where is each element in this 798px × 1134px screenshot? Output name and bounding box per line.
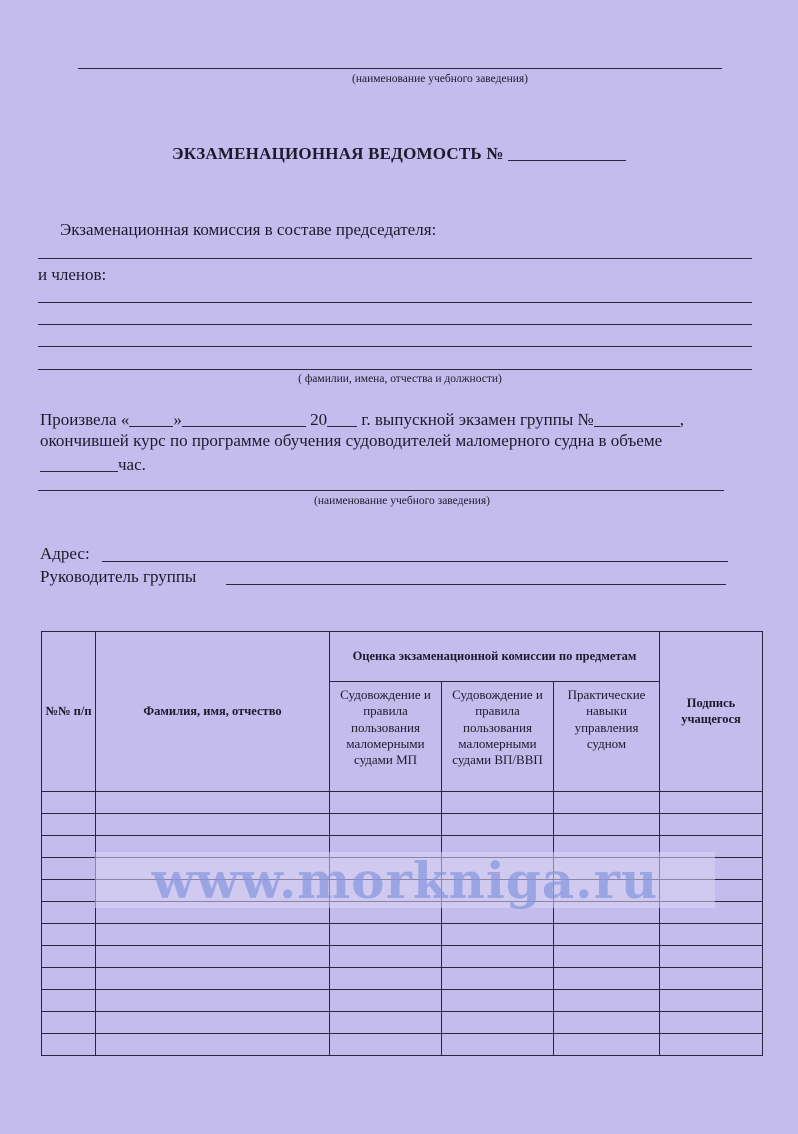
members-label: и членов: xyxy=(38,265,107,284)
subject-header: Судовождение и правила пользования маломерными судами ВП/ВВП xyxy=(442,682,554,792)
table-cell[interactable] xyxy=(42,1034,96,1056)
col-grades-header: Оценка экзаменационной комиссии по предметам xyxy=(330,632,660,682)
table-cell[interactable] xyxy=(96,946,330,968)
subject-header: Практические навыки управления судном xyxy=(554,682,660,792)
member-line xyxy=(38,346,752,347)
institution-caption-bottom: (наименование учебного заведения) xyxy=(314,495,490,507)
table-cell[interactable] xyxy=(554,1034,660,1056)
table-cell[interactable] xyxy=(42,946,96,968)
commission-intro: Экзаменационная комиссия в составе председателя: xyxy=(60,220,437,239)
table-cell[interactable] xyxy=(330,990,442,1012)
table-cell[interactable] xyxy=(660,968,763,990)
subject-header: Судовождение и правила пользования маломерными судами МП xyxy=(330,682,442,792)
chairman-line xyxy=(38,258,752,259)
day-blank xyxy=(129,409,173,427)
member-line xyxy=(38,302,752,303)
conducted-text: г. выпускной экзамен группы № xyxy=(361,410,594,429)
table-cell[interactable] xyxy=(42,990,96,1012)
table-row xyxy=(42,924,763,946)
table-row xyxy=(42,814,763,836)
table-cell[interactable] xyxy=(42,880,96,902)
table-cell[interactable] xyxy=(660,814,763,836)
table-cell[interactable] xyxy=(442,1034,554,1056)
table-row xyxy=(42,1034,763,1056)
col-signature-header: Подпись учащегося xyxy=(660,632,763,792)
table-cell[interactable] xyxy=(42,1012,96,1034)
conducted-line-1 xyxy=(40,409,684,430)
table-cell[interactable] xyxy=(554,792,660,814)
member-line xyxy=(38,369,752,370)
table-cell[interactable] xyxy=(42,924,96,946)
col-number-header: №№ п/п xyxy=(42,632,96,792)
table-cell[interactable] xyxy=(330,792,442,814)
table-cell[interactable] xyxy=(660,1034,763,1056)
hours-label: час. xyxy=(118,455,146,474)
table-cell[interactable] xyxy=(554,924,660,946)
group-leader-label: Руководитель группы xyxy=(40,567,197,586)
group-number-blank xyxy=(594,409,680,427)
table-cell[interactable] xyxy=(554,946,660,968)
conducted-text: , xyxy=(679,410,685,429)
table-cell[interactable] xyxy=(442,990,554,1012)
institution-caption-top: (наименование учебного заведения) xyxy=(352,73,528,85)
group-leader-line xyxy=(226,584,726,585)
conducted-text: » xyxy=(173,410,182,429)
table-header-row xyxy=(42,632,763,682)
table-body xyxy=(42,792,763,1056)
conducted-line-3 xyxy=(40,454,146,475)
table-cell[interactable] xyxy=(42,858,96,880)
table-cell[interactable] xyxy=(442,814,554,836)
table-cell[interactable] xyxy=(442,1012,554,1034)
members-caption: ( фамилии, имена, отчества и должности) xyxy=(298,373,502,385)
table-cell[interactable] xyxy=(96,792,330,814)
member-line xyxy=(38,324,752,325)
table-cell[interactable] xyxy=(442,924,554,946)
watermark: www.morkniga.ru xyxy=(95,852,715,908)
table-row xyxy=(42,1012,763,1034)
table-cell[interactable] xyxy=(660,946,763,968)
col-name-header: Фамилия, имя, отчество xyxy=(96,632,330,792)
page-title xyxy=(0,143,798,164)
title-text: ЭКЗАМЕНАЦИОННАЯ ВЕДОМОСТЬ № xyxy=(171,144,504,163)
hours-blank xyxy=(40,454,118,472)
institution-line-top xyxy=(78,68,722,69)
title-number-blank xyxy=(508,143,626,161)
table-row xyxy=(42,946,763,968)
table-cell[interactable] xyxy=(96,814,330,836)
table-cell[interactable] xyxy=(330,946,442,968)
table-cell[interactable] xyxy=(442,968,554,990)
table-cell[interactable] xyxy=(330,968,442,990)
table-cell[interactable] xyxy=(42,836,96,858)
year-prefix: 20 xyxy=(310,410,328,429)
table-cell[interactable] xyxy=(660,1012,763,1034)
table-cell[interactable] xyxy=(442,946,554,968)
table-cell[interactable] xyxy=(660,792,763,814)
table-cell[interactable] xyxy=(96,1012,330,1034)
address-label: Адрес: xyxy=(40,544,90,563)
table-cell[interactable] xyxy=(42,968,96,990)
year-blank xyxy=(327,409,357,427)
table-cell[interactable] xyxy=(96,968,330,990)
table-cell[interactable] xyxy=(554,814,660,836)
table-cell[interactable] xyxy=(42,792,96,814)
table-cell[interactable] xyxy=(330,1012,442,1034)
table-cell[interactable] xyxy=(660,924,763,946)
table-cell[interactable] xyxy=(554,968,660,990)
table-row xyxy=(42,968,763,990)
table-cell[interactable] xyxy=(554,1012,660,1034)
month-blank xyxy=(182,409,306,427)
table-row xyxy=(42,792,763,814)
exam-table xyxy=(41,631,763,1056)
conducted-line-2: окончившей курс по программе обучения судоводителей маломерного судна в объеме xyxy=(40,431,663,450)
table-cell[interactable] xyxy=(96,990,330,1012)
table-cell[interactable] xyxy=(442,792,554,814)
institution-line-bottom xyxy=(38,490,724,491)
address-line xyxy=(102,561,728,562)
table-row xyxy=(42,990,763,1012)
table-cell[interactable] xyxy=(96,924,330,946)
table-cell[interactable] xyxy=(42,814,96,836)
table-cell[interactable] xyxy=(554,990,660,1012)
table-cell[interactable] xyxy=(330,814,442,836)
conducted-text: Произвела « xyxy=(40,410,130,429)
table-cell[interactable] xyxy=(330,1034,442,1056)
table-cell[interactable] xyxy=(42,902,96,924)
table-cell[interactable] xyxy=(330,924,442,946)
table-cell[interactable] xyxy=(96,1034,330,1056)
table-cell[interactable] xyxy=(660,990,763,1012)
